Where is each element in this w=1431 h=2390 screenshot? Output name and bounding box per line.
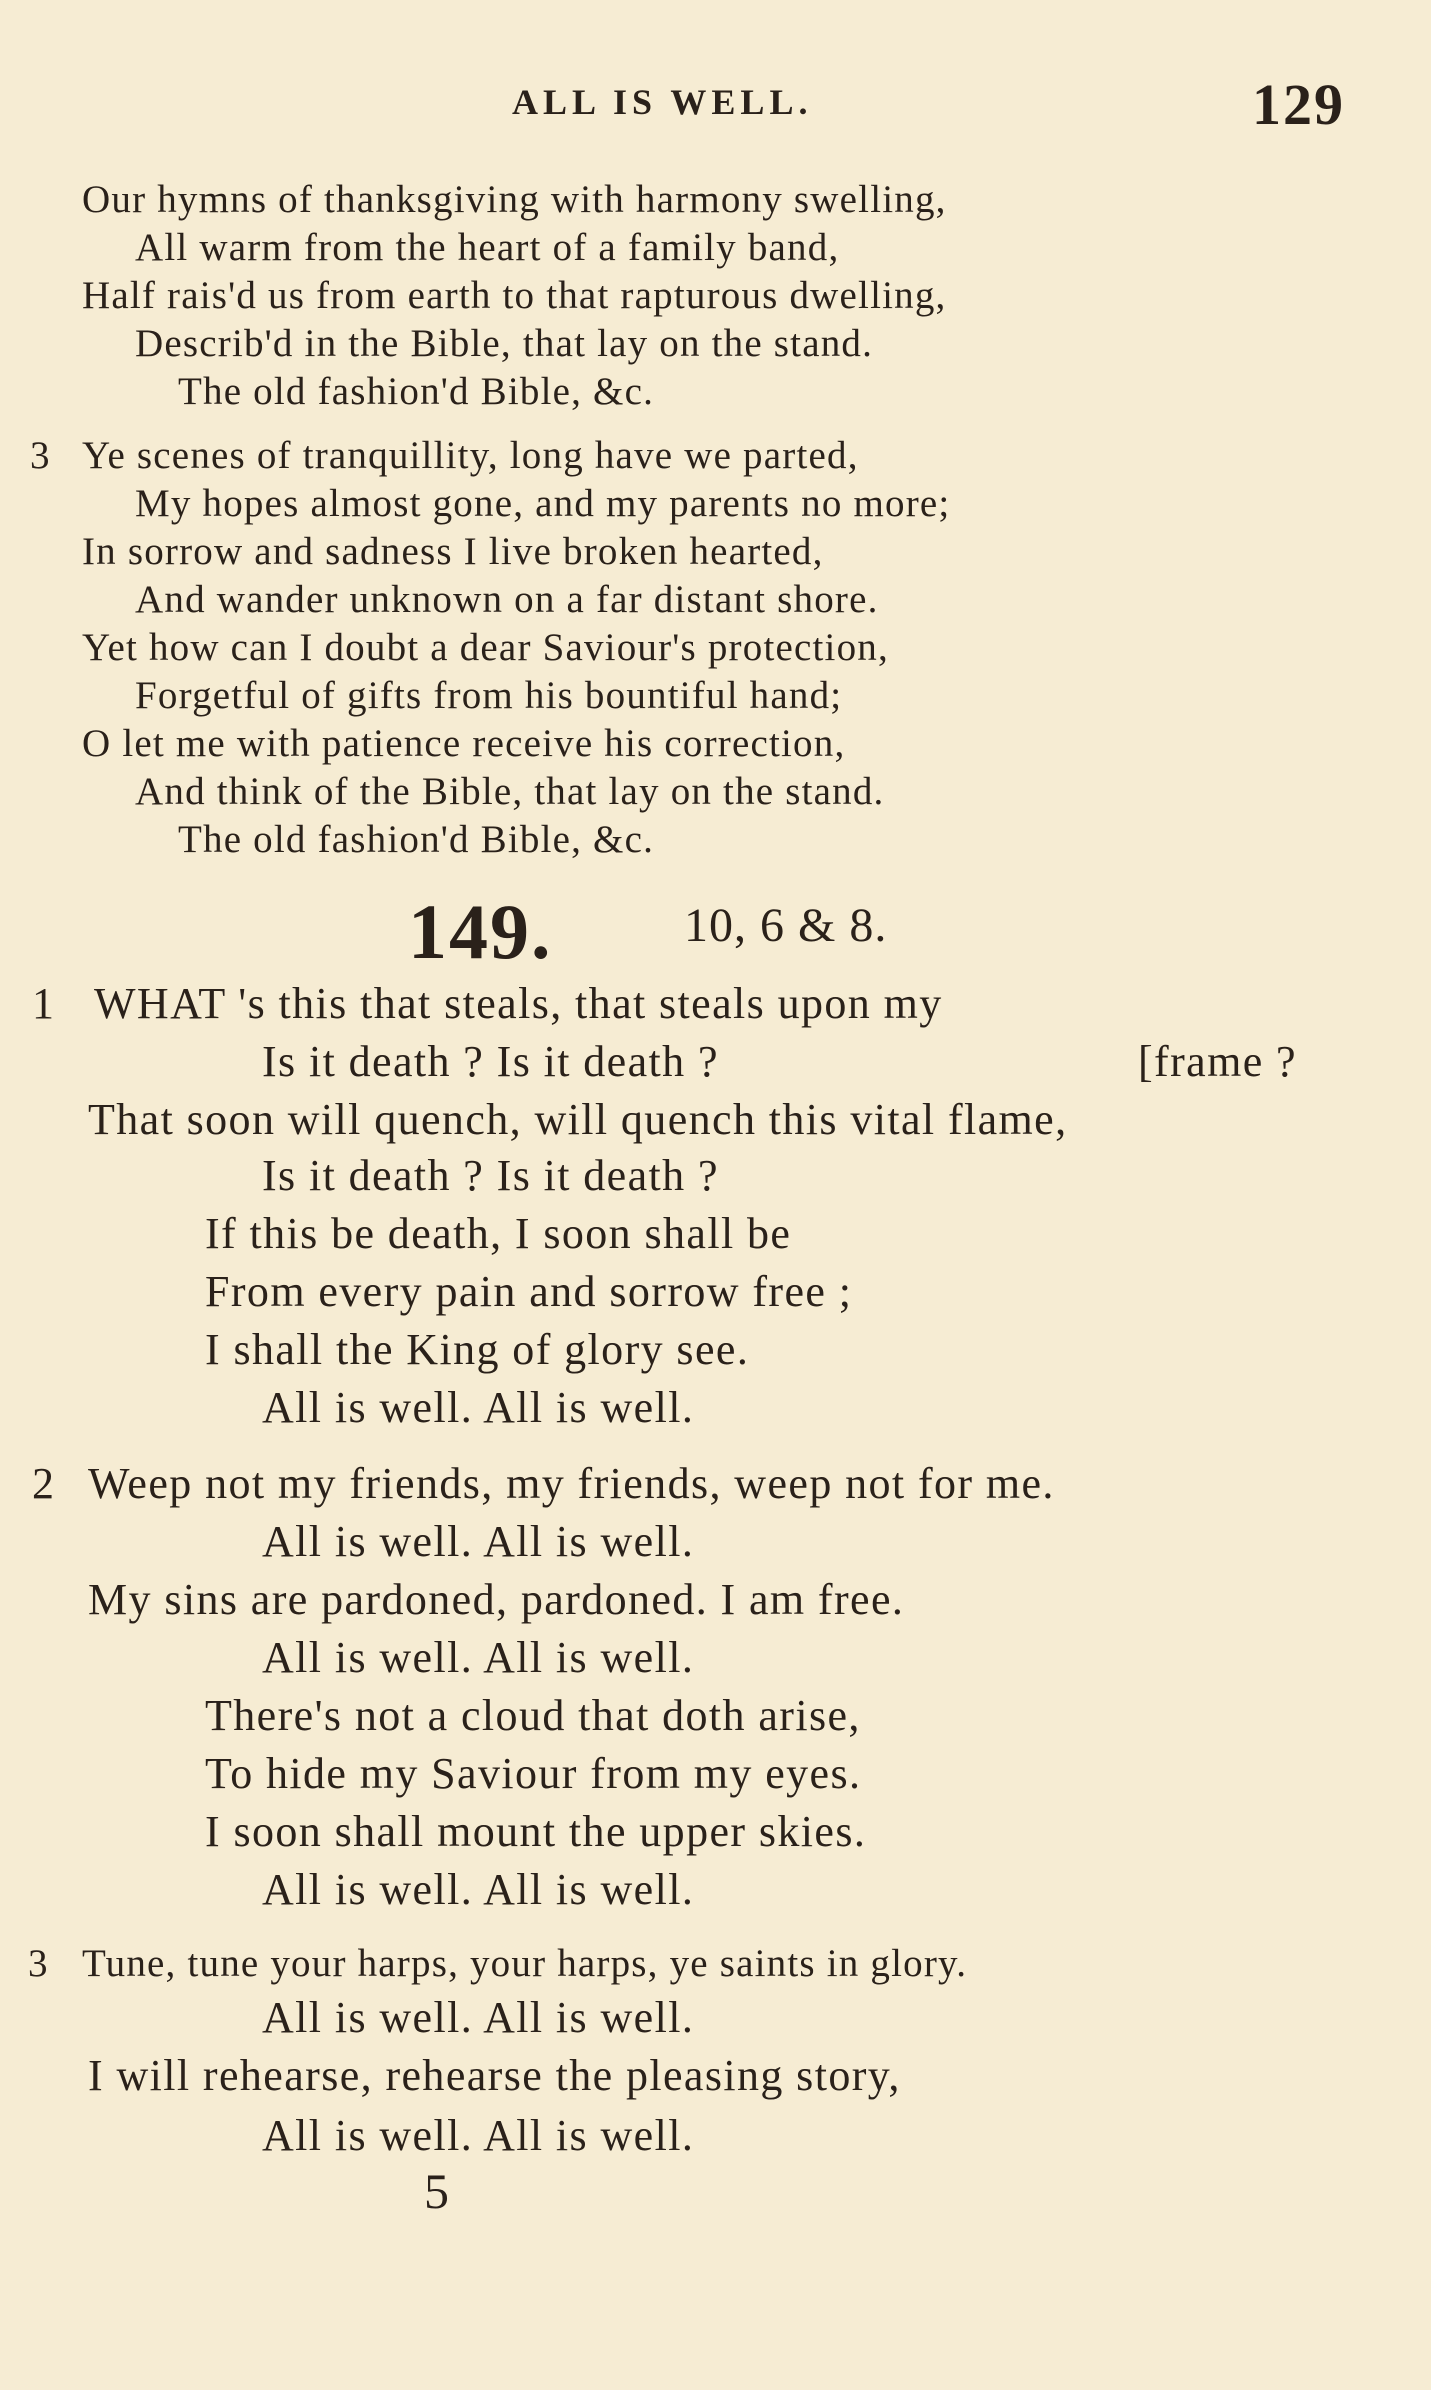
verse-line: My sins are pardoned, pardoned. I am free. (88, 1575, 905, 1624)
signature-mark: 5 (424, 2163, 449, 2219)
hymn-meter: 10, 6 & 8. (684, 899, 888, 952)
verse-line: I will rehearse, rehearse the pleasing story, (88, 2051, 901, 2100)
verse-line: If this be death, I soon shall be (205, 1209, 792, 1258)
verse-line: To hide my Saviour from my eyes. (205, 1749, 862, 1798)
verse-line: From every pain and sorrow free ; (205, 1267, 853, 1316)
verse-line: Is it death ? Is it death ? (262, 1037, 719, 1086)
verse-number: 1 (32, 979, 56, 1028)
continuation-line: All warm from the heart of a family band, (135, 226, 840, 269)
continuation-line: Half rais'd us from earth to that rapturous dwelling, (82, 274, 947, 317)
verse-line: Is it death ? Is it death ? (262, 1151, 719, 1200)
refrain-line: All is well. All is well. (262, 1517, 695, 1566)
refrain-line: The old fashion'd Bible, &c. (178, 370, 655, 413)
stanza-line: O let me with patience receive his correction, (82, 722, 846, 765)
stanza-line: Yet how can I doubt a dear Saviour's protection, (82, 626, 889, 669)
verse-number: 3 (28, 1942, 49, 1985)
refrain-line: All is well. All is well. (262, 1865, 695, 1914)
verse-line: I shall the King of glory see. (205, 1325, 750, 1374)
continuation-line: Our hymns of thanksgiving with harmony swelling, (82, 178, 947, 221)
continuation-line: Describ'd in the Bible, that lay on the stand. (135, 322, 874, 365)
verse-number: 2 (32, 1459, 56, 1508)
stanza-line: Ye scenes of tranquillity, long have we parted, (82, 434, 859, 477)
stanza-line: Forgetful of gifts from his bountiful hand; (135, 674, 843, 717)
refrain-line: All is well. All is well. (262, 1383, 695, 1432)
refrain-line: The old fashion'd Bible, &c. (178, 818, 655, 861)
page-number: 129 (1252, 72, 1345, 137)
verse-line: WHAT 's this that steals, that steals upon my (94, 979, 943, 1028)
refrain-line: All is well. All is well. (262, 2111, 695, 2160)
verse-line-carryover: [frame ? (1138, 1037, 1297, 1086)
stanza-line: And wander unknown on a far distant shore. (135, 578, 879, 621)
verse-line: I soon shall mount the upper skies. (205, 1807, 867, 1856)
refrain-line: All is well. All is well. (262, 1633, 695, 1682)
verse-line: That soon will quench, will quench this vital flame, (88, 1095, 1068, 1144)
stanza-line: In sorrow and sadness I live broken hearted, (82, 530, 824, 573)
refrain-line: All is well. All is well. (262, 1993, 695, 2042)
verse-line: There's not a cloud that doth arise, (205, 1691, 861, 1740)
stanza-line: My hopes almost gone, and my parents no more; (135, 482, 951, 525)
verse-line: Weep not my friends, my friends, weep not for me. (88, 1459, 1055, 1508)
verse-line: Tune, tune your harps, your harps, ye saints in glory. (82, 1942, 968, 1985)
hymn-number: 149. (408, 888, 553, 975)
stanza-number: 3 (30, 434, 51, 477)
stanza-line: And think of the Bible, that lay on the stand. (135, 770, 885, 813)
running-header-title: ALL IS WELL. (512, 82, 813, 122)
